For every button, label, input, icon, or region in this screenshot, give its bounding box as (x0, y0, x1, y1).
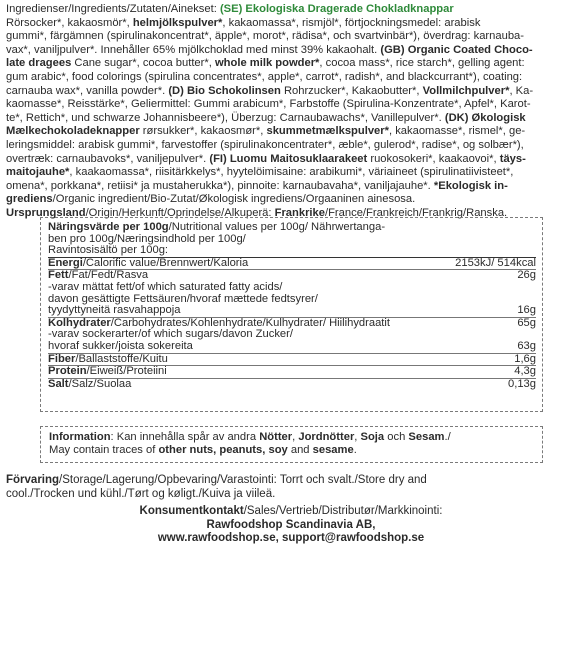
ingredients-segment: late dragees (6, 57, 75, 70)
ingredients-segment: carnauba wax*, vanilla powder*. (6, 84, 169, 97)
protein-label: Protein (48, 365, 87, 378)
ingredients-line (6, 17, 576, 31)
ingredients-segment: /Origin/Herkunft/Oprindelse/Alkuperä: (85, 206, 275, 219)
ingredients-line (6, 139, 576, 153)
allergen-info-box (40, 426, 543, 463)
ingredients-segment: Ursprungsland (6, 206, 86, 219)
ingredients-segment: *Ekologisk in- (433, 179, 508, 192)
ingredients-segment: Mælkechokoladeknapper (6, 125, 143, 138)
storage-label: Förvaring (6, 474, 60, 486)
ingredients-segment: (FI) Luomu Maitosuklaarakeet (209, 152, 371, 165)
ingredients-segment: ruokosokeri*, kaakaovoi*, (370, 152, 500, 165)
ingredients-segment: Rohrzucker*, Kakaobutter*, (283, 84, 423, 97)
info-sep: och (384, 431, 409, 443)
company-block (0, 505, 582, 546)
ingredients-segment: gredien (6, 193, 47, 206)
ingredients-line (6, 180, 576, 194)
ingredients-segment: Vollmilchpulver* (422, 84, 510, 97)
protein-value: 4,3g (514, 365, 536, 378)
ingredients-line (6, 85, 576, 99)
ingredients-line (6, 153, 576, 167)
fiber-value: 1,6g (514, 352, 536, 365)
protein-row (48, 365, 536, 378)
ingredients-segment: , kaakaomassa*, riisitärkkelys*, hyytelöimisaine: arabikumi*, väriaineet (spirulinatiivisteet*, (69, 166, 514, 179)
carbs-label-rest: /Carbohydrates/Kohlenhydrate/Kulhydrater/ Hiilihydraatit (110, 316, 391, 329)
ingredients-segment: (GB) Organic Coated Choco- (380, 43, 533, 56)
allergen-list-en: other nuts, peanuts, soy (158, 444, 288, 457)
ingredients-line (6, 112, 576, 126)
allergen-line-1 (49, 431, 534, 444)
salt-row (48, 378, 536, 391)
ingredients-segment: Rörsocker*, kakaosmör*, (6, 16, 133, 29)
nutrition-header-line3: Ravintosisältö per 100g: (48, 244, 169, 257)
sugar-line1: -varav sockerarter/of which sugars/davon Zucker/ (48, 328, 293, 341)
product-title-se: (SE) Ekologiska Dragerade Chokladknappar (219, 3, 454, 15)
ingredients-line (6, 44, 576, 58)
carbs-value: 65g (517, 316, 536, 329)
ingredients-segment: te*, Rettich*, und schwarze Johannisbeere*), Überzug: Carnaubawachs*, Vanillepulver*. (6, 111, 445, 124)
fiber-label-rest: /Ballaststoffe/Kuitu (75, 352, 168, 365)
ingredients-segment: /Organic ingredient/Bio-Zutat/Økologisk ingrediens/Orgaaninen ainesosa. (52, 193, 416, 206)
info-sep: , (292, 431, 299, 443)
storage-line2: cool./Trocken und kühl./Tørt og køligt./Kuiva ja viileä. (6, 487, 276, 500)
ingredients-line (6, 98, 576, 112)
allergen-sesame: Sesam (408, 431, 445, 443)
ingredients-segment: täys- (499, 152, 526, 165)
info-sep: and (287, 444, 313, 457)
ingredients-segment: Frankrike (274, 206, 325, 219)
salt-label: Salt (48, 377, 69, 390)
ingredients-segment: , kakaomassa*, rismjöl*, förtjockningsmedel: arabisk (222, 16, 481, 29)
saturated-fat-value: 16g (517, 304, 536, 317)
saturated-fat-line3: tyydyttyneitä rasvahappoja (48, 304, 181, 317)
fat-label-rest: /Fat/Fedt/Rasva (68, 269, 149, 282)
consumer-contact-rest: /Sales/Vertrieb/Distributør/Markkinointi: (243, 505, 443, 517)
info-sep: ./ (444, 431, 451, 443)
fiber-label: Fiber (48, 352, 76, 365)
storage-line1: /Storage/Lagerung/Opbevaring/Varastointi: Torrt och svalt./Store dry and (59, 474, 427, 486)
energy-row (48, 257, 536, 270)
fat-label: Fett (48, 269, 69, 282)
ingredients-segment: rørsukker*, kakaosmør*, (142, 125, 267, 138)
ingredients-segment: gummi*, färgämnen (spirulinakoncentrat*, äpple*, morot*, rädisa*, och svartvinbär*), överdrag: karnauba- (6, 30, 524, 43)
ingredients-segment: s (46, 193, 53, 206)
nutrition-header (48, 222, 536, 257)
ingredients-segment: (D) Bio Schokolinsen (168, 84, 284, 97)
nutrition-header-rest: /Nutritional values per 100g/ Nährwertanga- (168, 221, 386, 233)
ingredients-segment: omena*, porkkana*, retiisi* ja mustaherukka*), pinnoite: karnaubavaha*, vaniljajauhe*. (6, 179, 434, 192)
info-text: : Kan innehålla spår av andra (110, 431, 260, 443)
info-label: Information (49, 431, 111, 443)
saturated-fat-row (48, 305, 536, 317)
allergen-peanuts: Jordnötter (298, 431, 355, 443)
ingredients-segment: , cocoa mass*, rice starch*, gelling agent: (319, 57, 525, 70)
allergen-nuts: Nötter (259, 431, 293, 443)
ingredients-line (6, 166, 576, 180)
ingredients-line (6, 57, 576, 71)
ingredients-segment: , kakaomasse*, rismel*, ge- (388, 125, 526, 138)
allergen-line-2 (49, 444, 534, 457)
ingredients-segment: vax*, vaniljpulver*. Innehåller 65% mjölkchoklad med minst 39% kakaohalt. (6, 43, 381, 56)
sugar-row (48, 341, 536, 353)
ingredients-line (6, 193, 576, 207)
info-sep: . (353, 444, 357, 457)
ingredients-line (6, 71, 576, 85)
ingredients-segment: leringsmiddel: arabisk gummi*, farvestoffer (spirulinakoncentrater*, æble*, gulerod*, radise*, og solbær*), (6, 138, 524, 151)
ingredients-segment: overtræk: carnaubavoks*, vaniljepulver*. (6, 152, 210, 165)
storage-block (6, 474, 576, 501)
ingredients-heading-line (6, 3, 576, 17)
nutrition-table (40, 217, 543, 412)
ingredients-line (6, 125, 576, 139)
sugar-value: 63g (517, 339, 536, 352)
fat-value: 26g (517, 269, 536, 282)
salt-value: 0,13g (508, 377, 536, 390)
ingredients-line (6, 30, 576, 44)
allergen-sesame-en: sesame (312, 444, 354, 457)
ingredients-segment: gum arabic*, food colorings (spirulina concentrates*, apple*, carrot*, radish*, and blackcurrant*), coating: (6, 70, 523, 83)
ingredients-segment: , Ka- (509, 84, 534, 97)
carbs-label: Kolhydrater (48, 316, 111, 329)
energy-label-rest: /Calorific value/Brennwert/Kaloria (82, 256, 249, 269)
energy-value: 2153kJ/ 514kcal (455, 256, 536, 269)
allergen-soy: Soja (360, 431, 385, 443)
saturated-fat-line1: -varav mättat fett/of which saturated fatty acids/ (48, 280, 283, 293)
energy-label: Energi (48, 256, 83, 269)
saturated-fat-line2: davon gesättigte Fettsäuren/hvoraf mættede fedtsyrer/ (48, 292, 318, 305)
ingredients-segment: (DK) Økologisk (444, 111, 526, 124)
sugar-line2: hvoraf sukker/joista sokereita (48, 339, 193, 352)
ingredients-segment: whole milk powder* (214, 57, 320, 70)
company-contact: www.rawfoodshop.se, support@rawfoodshop.se (157, 532, 425, 545)
ingredients-segment: maitojauhe* (6, 166, 70, 179)
nutrition-header-bold: Näringsvärde per 100g (48, 221, 169, 233)
protein-label-rest: /Eiweiß/Proteiini (86, 365, 167, 378)
ingredients-segment: skummetmælkspulver* (266, 125, 389, 138)
nutrition-header-line2: ben pro 100g/Næringsindhold per 100g/ (48, 232, 246, 245)
info-text: May contain traces of (49, 444, 159, 457)
company-name: Rawfoodshop Scandinavia AB, (206, 518, 376, 531)
ingredients-block (6, 3, 576, 221)
ingredients-segment: helmjölkspulver* (132, 16, 223, 29)
salt-label-rest: /Salz/Suolaa (68, 377, 132, 390)
fiber-row (48, 353, 536, 366)
ingredients-segment: Cane sugar*, cocoa butter*, (74, 57, 215, 70)
consumer-contact-label: Konsumentkontakt (139, 505, 244, 517)
ingredients-segment: kaomasse*, Reisstärke*, Geliermittel: Gummi arabicum*, Farbstoffe (Spirulina-Konzentrate*, Apfel*, Karot- (6, 98, 531, 111)
info-sep: , (354, 431, 361, 443)
ingredients-text (6, 17, 576, 221)
ingredients-segment: /France/Frankreich/Frankrig/Ranska. (324, 206, 508, 219)
ingredients-label: Ingredienser/Ingredients/Zutaten/Ainekset: (6, 3, 217, 15)
